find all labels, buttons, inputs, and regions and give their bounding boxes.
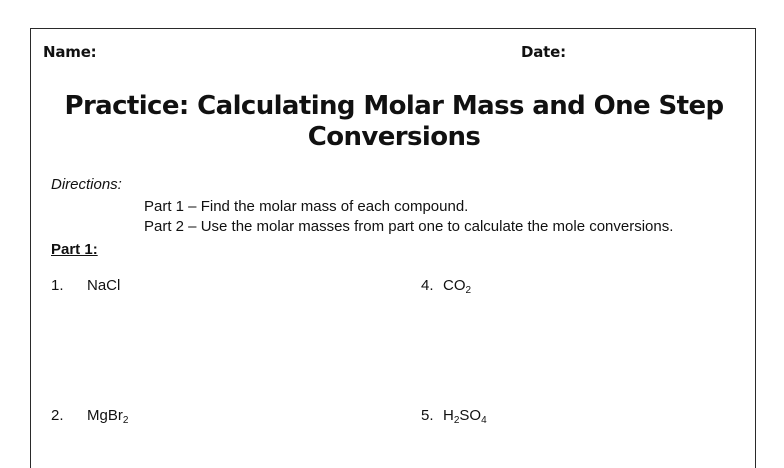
- name-label: Name:: [43, 43, 97, 61]
- title-line-2: Conversions: [307, 122, 481, 152]
- problem-formula: NaCl: [87, 277, 121, 294]
- problem-formula: $H_2SO_4$: [443, 407, 487, 426]
- problem-number: 5.: [421, 407, 434, 424]
- problem-1: [51, 277, 120, 294]
- title-line-1: Practice: Calculating Molar Mass and One Step: [64, 91, 724, 121]
- problem-5: [421, 407, 487, 424]
- worksheet-title: [31, 91, 757, 153]
- directions-label: Directions:: [51, 176, 122, 193]
- problem-4: [421, 277, 471, 294]
- directions-part1: Part 1 – Find the molar mass of each compound.: [144, 198, 469, 215]
- problem-number: 2.: [51, 407, 64, 424]
- worksheet: [30, 28, 756, 468]
- problem-formula: MgBr$_2$: [87, 407, 129, 426]
- date-label: Date:: [521, 43, 566, 61]
- problem-formula: $CO_2$: [443, 277, 472, 296]
- problem-2: [51, 407, 128, 424]
- problem-number: 4.: [421, 277, 434, 294]
- problem-number: 1.: [51, 277, 64, 294]
- directions-part2: Part 2 – Use the molar masses from part one to calculate the mole conversions.: [144, 218, 674, 235]
- part1-heading: Part 1:: [51, 241, 98, 258]
